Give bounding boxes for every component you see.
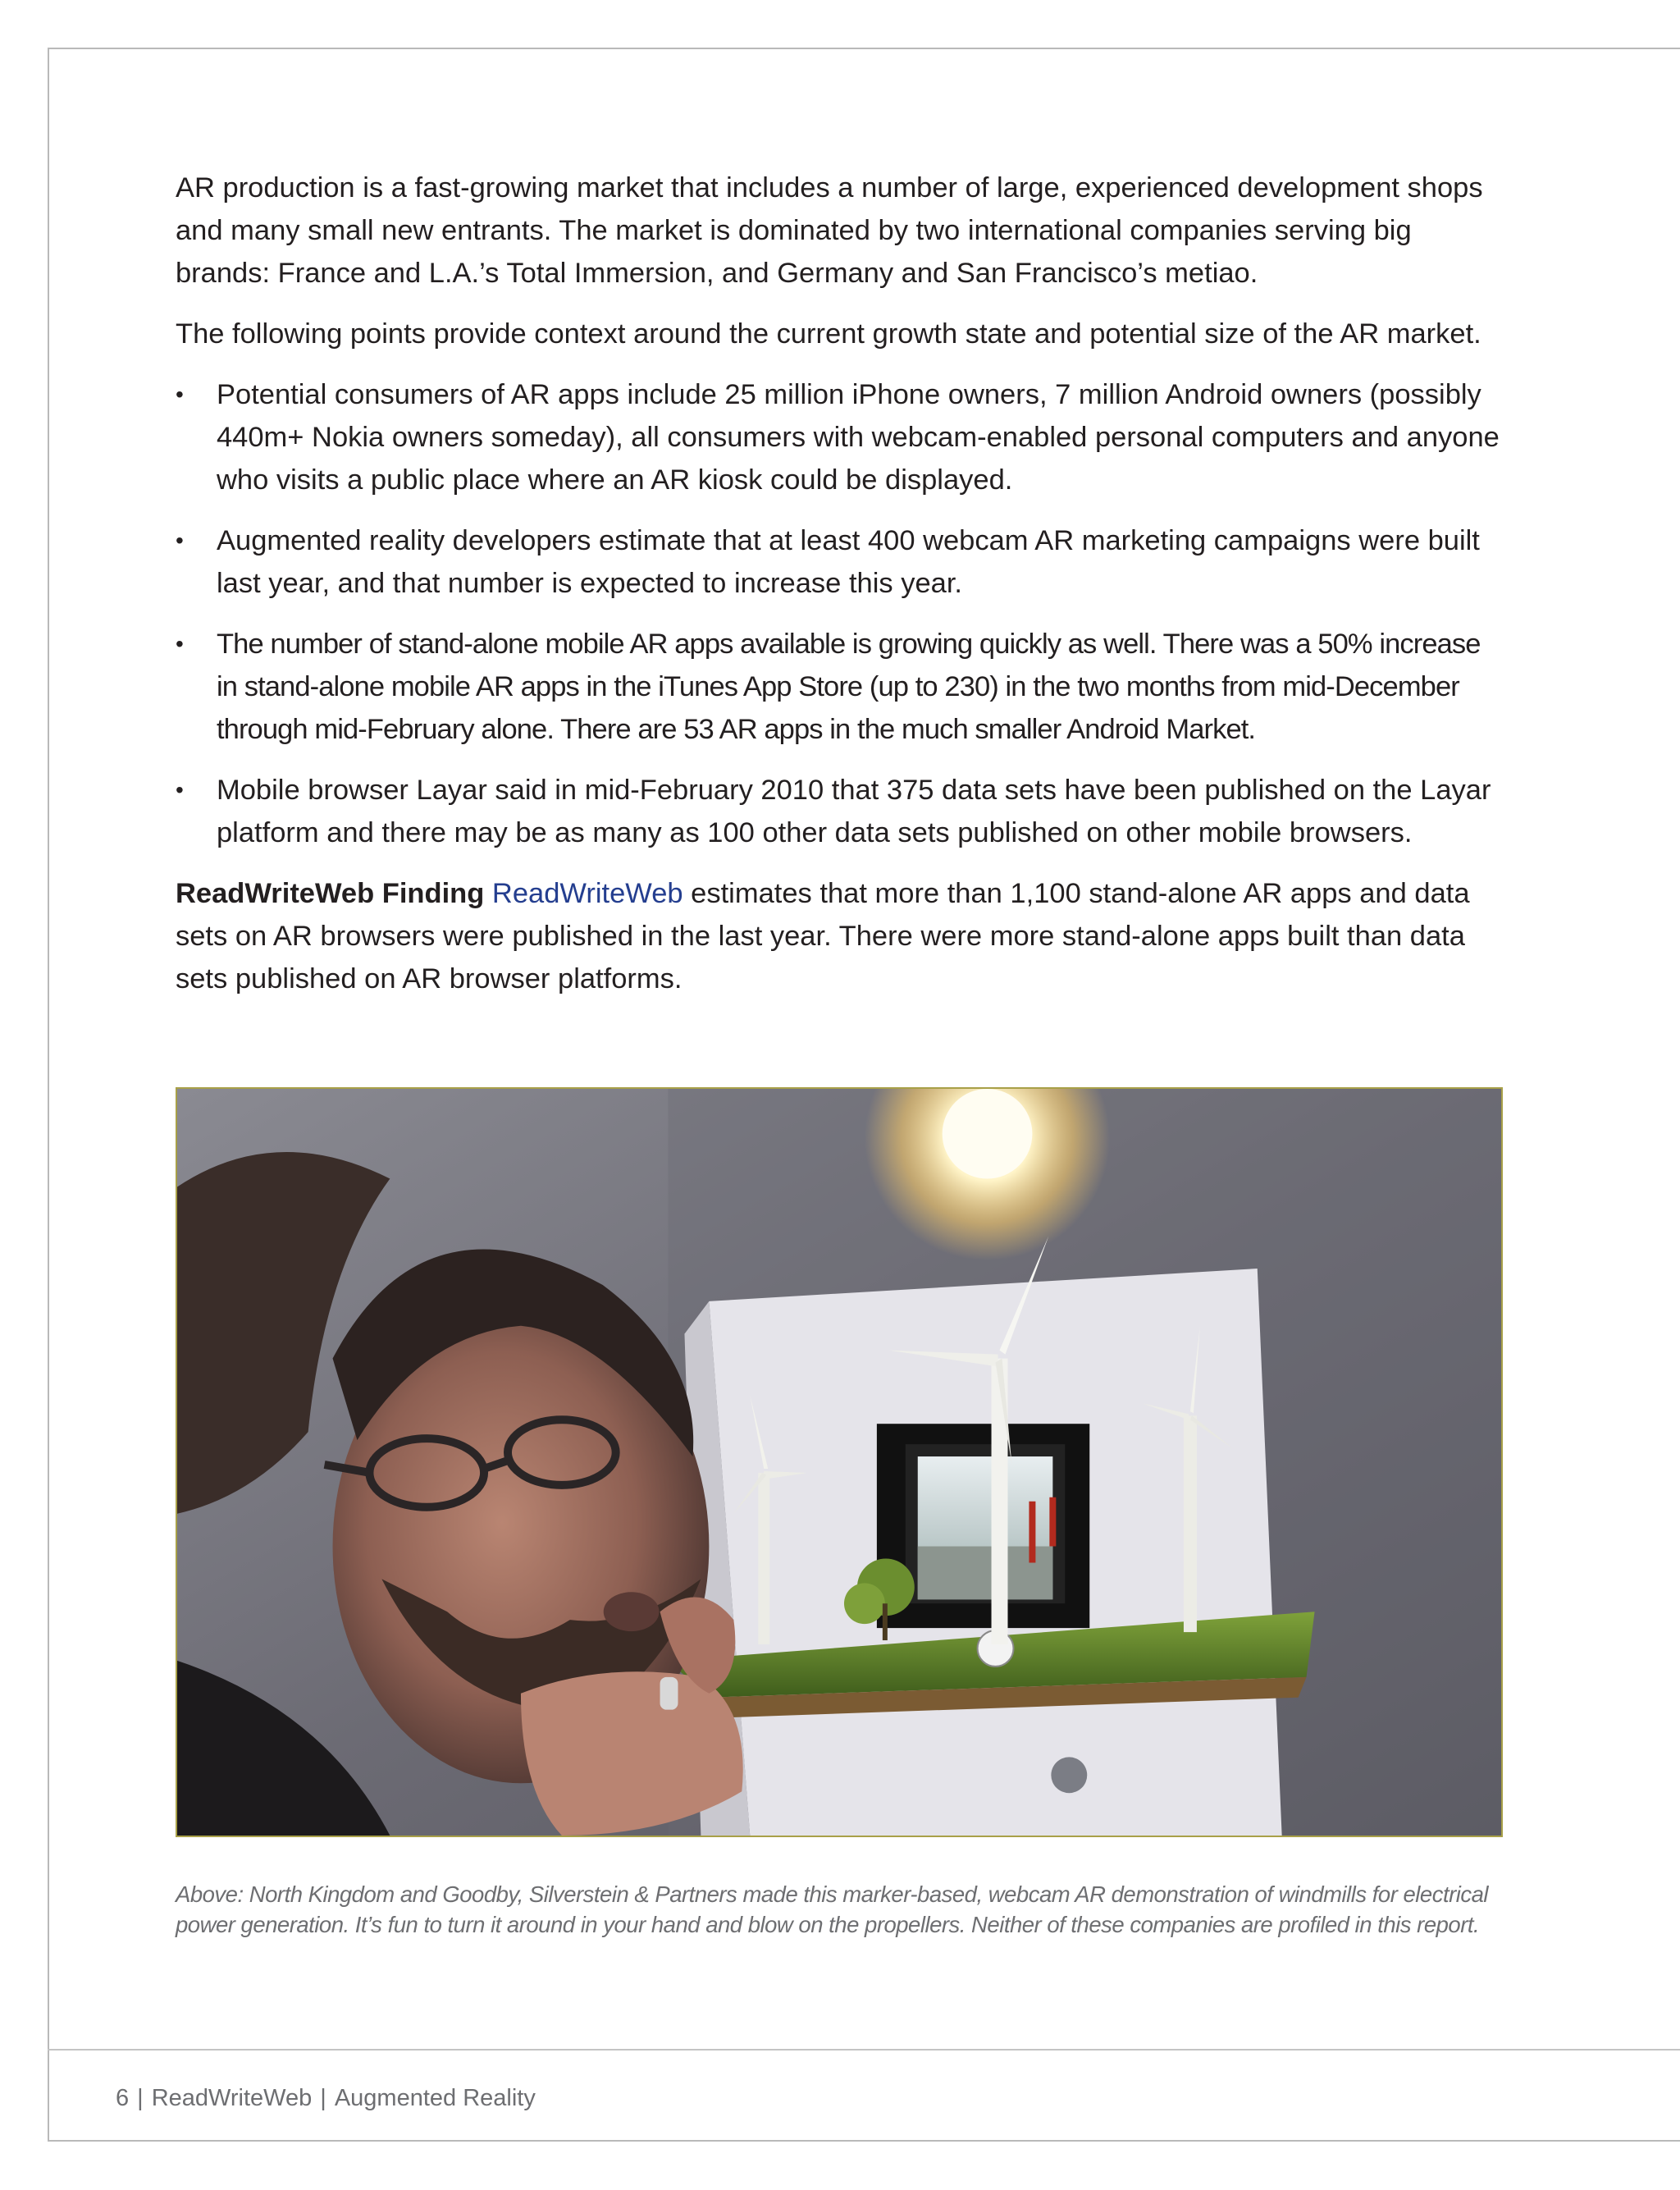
figure-photo (176, 1087, 1503, 1837)
readwriteweb-link[interactable]: ReadWriteWeb (491, 878, 683, 909)
footer-publisher: ReadWriteWeb (151, 2085, 313, 2111)
bullet-text: The number of stand-alone mobile AR apps available is growing quickly as well. There was a 50% increase in stand-alone mobile AR apps in the iTunes App Store (up to 230) in the two months from mid-December through mid-February alone. There are 53 AR apps in the much smaller Android Market. (217, 629, 1481, 745)
footer-divider (48, 2049, 1680, 2051)
page-frame-top (48, 48, 1680, 49)
bullet-item-potential-consumers (176, 373, 1504, 501)
figure-caption: Above: North Kingdom and Goodby, Silverstein & Partners made this marker-based, webcam AR demonstration of windmills for electrical power generation. It’s fun to turn it around in your hand and blow on the propellers. Neither of these companies are profiled in this report. (176, 1881, 1489, 1937)
context-paragraph: The following points provide context around the current growth state and potential size of the AR market. (176, 318, 1481, 350)
finding-paragraph (176, 872, 1504, 1000)
bullet-text: Potential consumers of AR apps include 25 million iPhone owners, 7 million Android owners (possibly 440m+ Nokia owners someday), all consumers with webcam-enabled personal computers and anyone who visits a public place where an AR kiosk could be displayed. (217, 379, 1500, 496)
bullet-item-webcam-campaigns (176, 519, 1504, 605)
finding-text: estimates that more than 1,100 stand-alone AR apps and data sets on AR browsers were published in the last year. There were more stand-alone apps built than data sets published on AR browser platforms. (176, 878, 1470, 994)
windmill-ar-demo-image (177, 1089, 1501, 1836)
bullet-list (176, 373, 1504, 854)
bullet-marker: • (176, 631, 183, 656)
footer-separator: | (137, 2085, 144, 2111)
bullet-item-mobile-apps (176, 623, 1504, 751)
bullet-marker: • (176, 777, 184, 802)
main-content (176, 167, 1504, 1018)
intro-paragraph: AR production is a fast-growing market that includes a number of large, experienced development shops and many small new entrants. The market is dominated by two international companies serving big brands: France and L.A.’s Total Immersion, and Germany and San Francisco’s metiao. (176, 172, 1483, 289)
bullet-item-layar (176, 769, 1504, 854)
footer-separator: | (320, 2085, 326, 2111)
bullet-text: Augmented reality developers estimate that at least 400 webcam AR marketing campaigns were built last year, and that number is expected to increase this year. (217, 525, 1480, 599)
page-footer (116, 2085, 536, 2112)
page-frame-bottom (48, 2140, 1680, 2142)
bullet-marker: • (176, 528, 184, 553)
footer-report-title: Augmented Reality (334, 2085, 536, 2111)
page-number: 6 (116, 2085, 130, 2111)
bullet-marker: • (176, 382, 184, 407)
bullet-text: Mobile browser Layar said in mid-February 2010 that 375 data sets have been published on the Layar platform and there may be as many as 100 other data sets published on other mobile browsers. (217, 775, 1491, 848)
finding-label: ReadWriteWeb Finding (176, 878, 485, 909)
page-frame-left (48, 48, 49, 2141)
